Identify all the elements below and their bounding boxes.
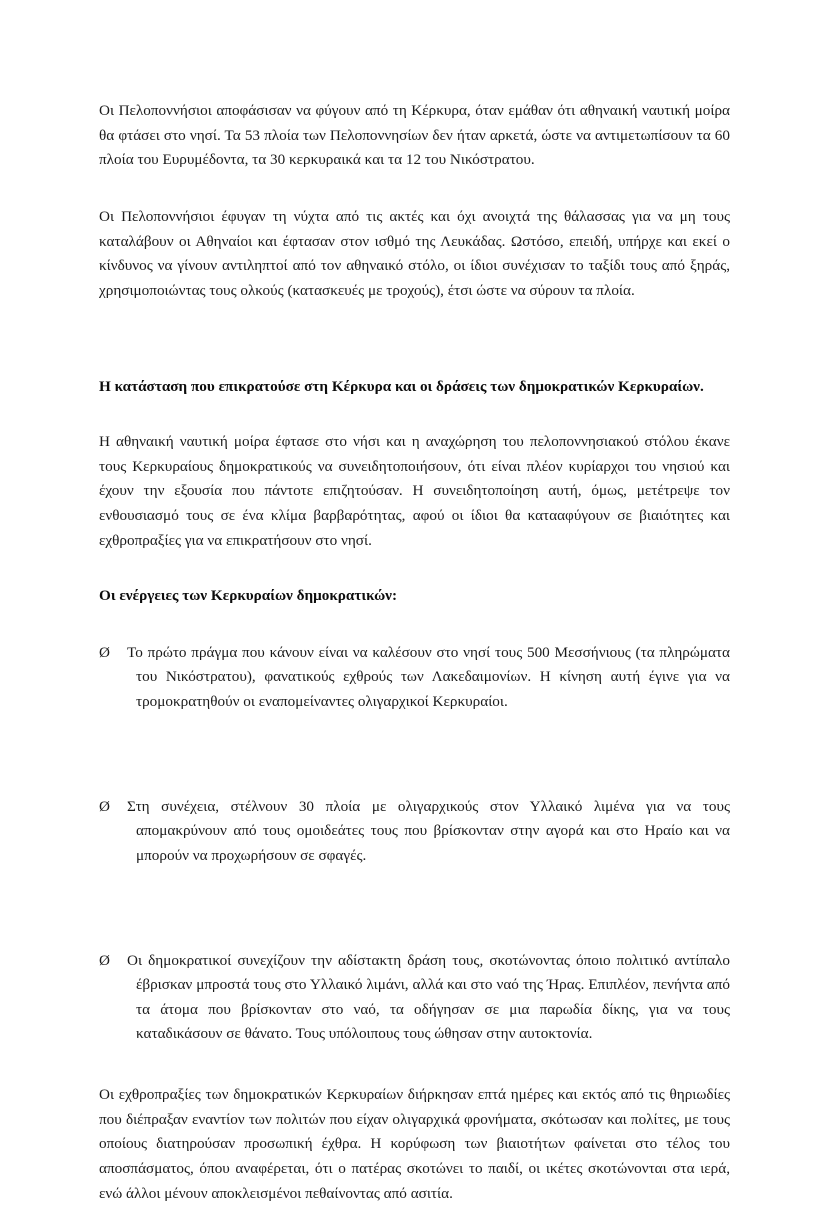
slashed-o-bullet-icon: Ø [99, 797, 110, 815]
list-item-text: Στη συνέχεια, στέλνουν 30 πλοία με ολιγαρχικούς στον Υλλαικό λιμένα για να τους απομακρύνουν από τους ομοιδεάτες τους που βρίσκονταν στην αγορά και στο Ηραίο και να μπορούν να προχωρήσουν σε σφαγές. [127, 797, 730, 864]
paragraph-conclusion-atrocities: Οι εχθροπραξίες των δημοκρατικών Κερκυραίων διήρκησαν επτά ημέρες και εκτός από τις θηριωδίες που διέπραξαν εναντίον των πολιτών που είχαν ολιγαρχικά φρονήματα, σκότωσαν και πολίτες, με τους οποίους διατηρούσαν προσωπική έχθρα. Η κορύφωση των βιαιοτήτων φαίνεται στο τέλος του αποσπάσματος, όπου αναφέρεται, ότι ο πατέρας σκοτώνει το παιδί, οι ικέτες σκοτώνονται στα ιερά, ενώ άλλοι μένουν αποκλεισμένοι πεθαίνοντας από ασιτία. [99, 1086, 730, 1202]
list-item-text: Το πρώτο πράγμα που κάνουν είναι να καλέσουν στο νησί τους 500 Μεσσήνιους (τα πληρώματα του Νικόστρατου), φανατικούς εχθρούς των Λακεδαιμονίων. Η κίνηση αυτή έγινε για να τρομοκρατηθούν οι εναπομείναντες ολιγαρχικοί Κερκυραίοι. [127, 643, 730, 710]
list-item [99, 641, 730, 715]
list-item-text: Οι δημοκρατικοί συνεχίζουν την αδίστακτη δράση τους, σκοτώνοντας όποιο πολιτικό αντίπαλο έβρισκαν μπροστά τους στο Υλλαικό λιμάνι, αλλά και στο ναό της Ήρας. Επιπλέον, πενήντα από τα άτομα που βρίσκονταν στο ναό, τα οδήγησαν σε μια παρωδία δίκης, για να τους καταδικάσουν σε θάνατο. Τους υπόλοιπους τους ώθησαν στην αυτοκτονία. [127, 951, 730, 1043]
paragraph-athenian-fleet-arrival: Η αθηναική ναυτική μοίρα έφτασε στο νήσι και η αναχώρηση του πελοποννησιακού στόλου έκανε τους Κερκυραίους δημοκρατικούς να συνειδητοποιήσουν, ότι είναι πλέον κυρίαρχοι του νησιού και έχουν την εξουσία που πάντοτε επιζητούσαν. Η συνειδητοποίηση αυτή, όμως, μετέτρεψε τον ενθουσιασμό τους σε ένα κλίμα βαρβαρότητας, αφού οι ίδιοι θα κατααφύγουν σε βιαιότητες και εχθροπραξίες για να επικρατήσουν στο νησί. [99, 433, 730, 549]
paragraph-peloponnesians-departure: Οι Πελοποννήσιοι αποφάσισαν να φύγουν από τη Κέρκυρα, όταν εμάθαν ότι αθηναική ναυτική μοίρα θα φτάσει στο νησί. Τα 53 πλοία των Πελοποννησίων δεν ήταν αρκετά, ώστε να αντιμετωπίσουν τα 60 πλοία του Ευρυμέδοντα, τα 30 κερκυραικά και τα 12 του Νικόστρατου. [99, 102, 730, 169]
slashed-o-bullet-icon: Ø [99, 951, 110, 969]
paragraph-night-escape: Οι Πελοποννήσιοι έφυγαν τη νύχτα από τις ακτές και όχι ανοιχτά της θάλασσας για να μη τους καταλάβουν οι Αθηναίοι και έφτασαν στον ισθμό της Λευκάδας. Ωστόσο, επειδή, υπήρχε και εκεί ο κίνδυνος να γίνουν αντιληπτοί από τον αθηναικό στόλο, οι ίδιοι συνέχισαν το ταξίδι τους από ξηράς, χρησιμοποιώντας τους ολκούς (κατασκευές με τροχούς), έτσι ώστε να σύρουν τα πλοία. [99, 207, 730, 299]
democrat-actions-list [99, 641, 730, 1047]
list-item [99, 949, 730, 1048]
section-heading-corfu-situation: Η κατάσταση που επικρατούσε στη Κέρκυρα και οι δράσεις των δημοκρατικών Κερκυραίων. [99, 378, 704, 396]
subheading-democrat-actions: Οι ενέργειες των Κερκυραίων δημοκρατικών: [99, 587, 398, 605]
list-item [99, 795, 730, 869]
slashed-o-bullet-icon: Ø [99, 643, 110, 661]
document-body [99, 99, 730, 1206]
